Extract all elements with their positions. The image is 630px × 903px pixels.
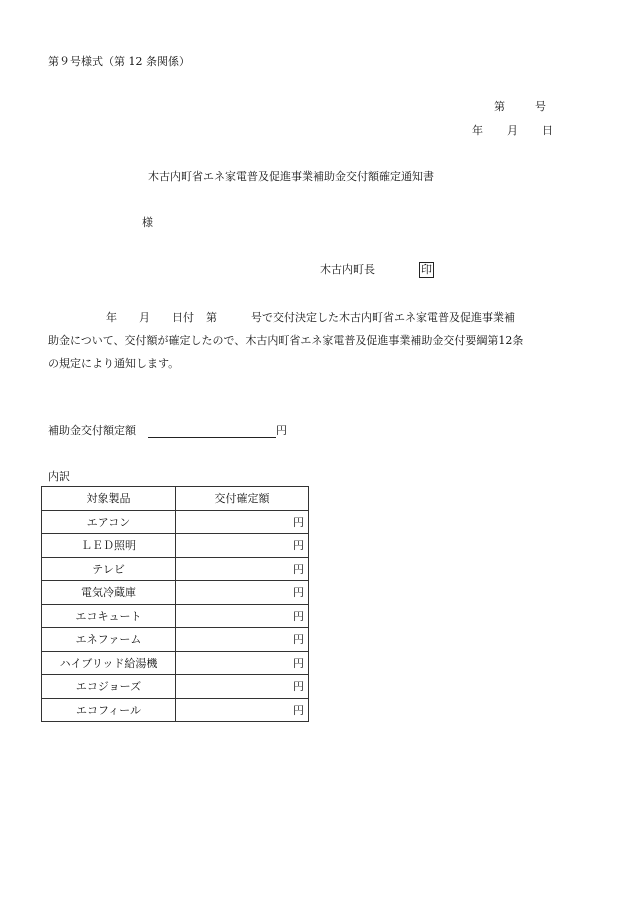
breakdown-table [41, 486, 309, 722]
product-name: ハイブリッド給湯機 [42, 651, 176, 675]
table-row [42, 510, 309, 534]
subsidy-amount-unit: 円 [276, 424, 287, 437]
column-header-product: 対象製品 [42, 487, 176, 511]
product-name: エネファーム [42, 628, 176, 652]
body-year: 年 [106, 311, 117, 324]
table-row [42, 534, 309, 558]
amount-unit: 円 [176, 581, 309, 605]
product-name: 電気冷蔵庫 [42, 581, 176, 605]
product-name: エアコン [42, 510, 176, 534]
date-day: 日 [542, 124, 553, 137]
table-row [42, 628, 309, 652]
table-header-row [42, 487, 309, 511]
subsidy-amount-field [148, 423, 276, 438]
amount-unit: 円 [176, 628, 309, 652]
subsidy-amount [48, 422, 287, 438]
table-row [42, 557, 309, 581]
amount-unit: 円 [176, 557, 309, 581]
body-line-1-rest: 号で交付決定した木古内町省エネ家電普及促進事業補 [251, 311, 515, 324]
date-month: 月 [507, 124, 518, 137]
document-title: 木古内町省エネ家電普及促進事業補助金交付額確定通知書 [148, 170, 434, 183]
product-name: エコフィール [42, 698, 176, 722]
body-line-1 [48, 306, 568, 329]
body-month: 月 [139, 311, 150, 324]
table-row [42, 698, 309, 722]
subsidy-amount-label: 補助金交付額定額 [48, 424, 136, 437]
issuer [320, 261, 434, 278]
body-line-3: の規定により通知します。 [48, 357, 180, 370]
product-name: ＬＥＤ照明 [42, 534, 176, 558]
document-number-prefix: 第 [494, 100, 505, 113]
product-name: エコジョーズ [42, 675, 176, 699]
column-header-amount: 交付確定額 [176, 487, 309, 511]
amount-unit: 円 [176, 675, 309, 699]
date-year: 年 [472, 124, 483, 137]
amount-unit: 円 [176, 651, 309, 675]
notice-body [48, 306, 568, 375]
product-name: エコキュート [42, 604, 176, 628]
addressee: 様 [142, 216, 153, 229]
form-number: 第９号様式（第 12 条関係） [48, 55, 190, 68]
product-name: テレビ [42, 557, 176, 581]
seal-mark: 印 [421, 263, 432, 276]
issuer-name: 木古内町長 [320, 263, 375, 276]
issue-date [472, 122, 553, 138]
table-row [42, 651, 309, 675]
amount-unit: 円 [176, 604, 309, 628]
body-date: 日付 [172, 311, 194, 324]
table-row [42, 675, 309, 699]
body-no: 第 [206, 311, 217, 324]
breakdown-label: 内訳 [48, 470, 70, 483]
document-number-suffix: 号 [535, 100, 546, 113]
table-row [42, 581, 309, 605]
amount-unit: 円 [176, 510, 309, 534]
body-line-2: 助金について、交付額が確定したので、木古内町省エネ家電普及促進事業補助金交付要綱第12条 [48, 334, 524, 347]
table-row [42, 604, 309, 628]
document-number [494, 98, 546, 114]
amount-unit: 円 [176, 698, 309, 722]
amount-unit: 円 [176, 534, 309, 558]
